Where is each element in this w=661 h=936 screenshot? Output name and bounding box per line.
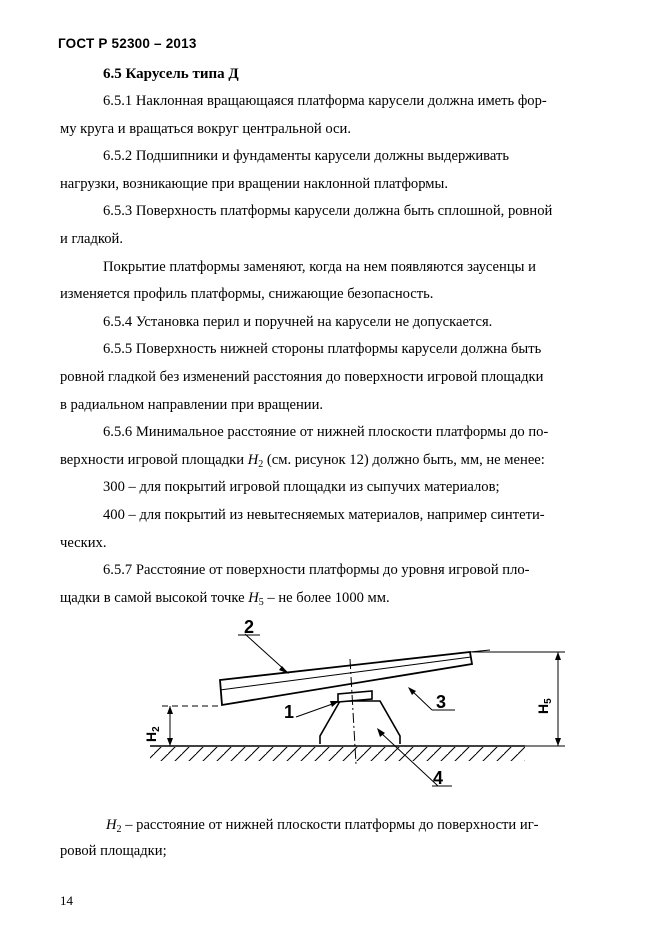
paragraph-6-5-3: 6.5.3 Поверхность платформы карусели должна быть сплошной, ровной <box>103 203 553 220</box>
caption-line-2: ровой площадки; <box>60 843 167 859</box>
label-4: 4 <box>433 768 444 788</box>
document-header: ГОСТ Р 52300 – 2013 <box>58 36 197 51</box>
label-1: 1 <box>284 702 295 722</box>
carousel-figure <box>140 614 580 804</box>
paragraph-400-cont: ческих. <box>60 534 107 551</box>
body-text <box>60 88 588 612</box>
paragraph-6-5-2-cont: нагрузки, возникающие при вращении наклонной платформы. <box>60 175 448 192</box>
paragraph-6-5-5-cont1: ровной гладкой без изменений расстояния до поверхности игровой площадки <box>60 368 544 385</box>
paragraph-6-5-6-cont: верхности игровой площадки $H_2$ (см. рисунок 12) должно быть, мм, не менее: <box>60 451 545 470</box>
paragraph-coating-cont: изменяется профиль платформы, снижающие безопасность. <box>60 286 434 303</box>
dimension-h2 <box>167 706 173 746</box>
paragraph-6-5-2: 6.5.2 Подшипники и фундаменты карусели должны выдерживать <box>103 148 510 165</box>
dimension-label-h5: $H_5$ <box>535 698 554 714</box>
page-number: 14 <box>60 893 73 908</box>
paragraph-6-5-7-cont: щадки в самой высокой точке $H_5$ – не более 1000 мм. <box>60 589 390 608</box>
support-base <box>320 701 400 744</box>
paragraph-coating: Покрытие платформы заменяют, когда на нем появляются заусенцы и <box>103 258 536 275</box>
paragraph-6-5-6: 6.5.6 Минимальное расстояние от нижней плоскости платформы до по- <box>103 424 549 441</box>
paragraph-400: 400 – для покрытий из невытесняемых материалов, например синтети- <box>103 506 545 523</box>
figure-caption <box>60 812 588 864</box>
paragraph-6-5-3-cont: и гладкой. <box>60 230 123 247</box>
label-2: 2 <box>244 617 255 637</box>
dimension-label-h2: $H_2$ <box>143 726 162 742</box>
leader-line-2 <box>245 634 287 672</box>
label-3: 3 <box>436 692 447 712</box>
caption-line-1: $H_2$ – расстояние от нижней плоскости платформы до поверхности иг- <box>106 817 539 835</box>
paragraph-6-5-4: 6.5.4 Установка перил и поручней на карусели не допускается. <box>103 313 493 330</box>
paragraph-6-5-1: 6.5.1 Наклонная вращающаяся платформа карусели должна иметь фор- <box>103 93 547 109</box>
paragraph-6-5-5: 6.5.5 Поверхность нижней стороны платформы карусели должна быть <box>103 341 542 358</box>
ground-surface <box>150 746 525 761</box>
paragraph-6-5-7: 6.5.7 Расстояние от поверхности платформы до уровня игровой пло- <box>103 562 530 579</box>
paragraph-6-5-5-cont2: в радиальном направлении при вращении. <box>60 396 324 413</box>
paragraph-300: 300 – для покрытий игровой площадки из сыпучих материалов; <box>103 479 500 496</box>
section-title: 6.5 Карусель типа Д <box>103 66 239 82</box>
paragraph-6-5-1-cont: му круга и вращаться вокруг центральной оси. <box>60 120 351 137</box>
